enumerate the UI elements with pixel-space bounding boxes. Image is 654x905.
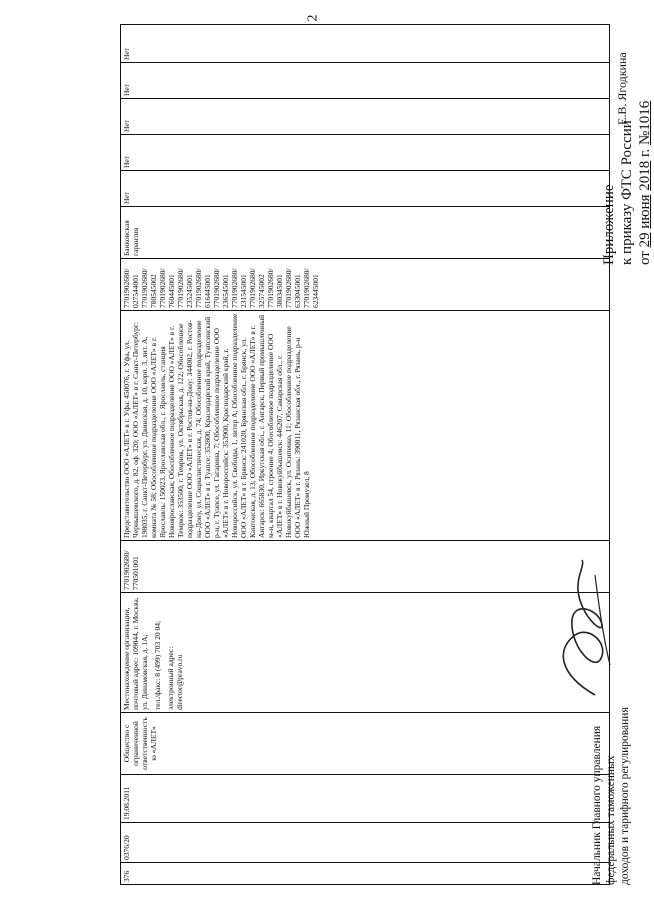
date-day: 29 bbox=[637, 232, 653, 248]
cell-kpp-list: 7701902680/ 027544001 7701902680/ 780545002 7701902680/ 760445001 7701902680/ 235245001 7701902680/ 616445001 7701902680/ 236545001 7701902680/ 231545001 7701902680/ 325745002 7701902680/ 380345001 7701902680/ 633045001 7701902680/ 623445001 bbox=[121, 259, 610, 311]
cell-inn: 7701902680/ 770501001 bbox=[121, 541, 610, 593]
page-number: 2 bbox=[305, 14, 321, 22]
date-suffix: г. bbox=[637, 148, 653, 157]
cell-guarantee: Банковская гарантия bbox=[121, 207, 610, 259]
cell-num: 376 bbox=[121, 863, 610, 885]
email-text: электронный адрес: director@pravo.ru bbox=[166, 646, 184, 710]
cell-no-4: Нет bbox=[121, 63, 610, 99]
cell-no-2: Нет bbox=[121, 135, 610, 171]
signatory-line-2: федеральных таможенных bbox=[605, 755, 617, 885]
order-number: №1016 bbox=[637, 100, 653, 145]
cell-no-5: Нет bbox=[121, 25, 610, 63]
signatory-line-3: доходов и тарифного регулирования bbox=[619, 707, 631, 885]
handwritten-signature bbox=[540, 555, 620, 705]
cell-no-1: Нет bbox=[121, 171, 610, 207]
cell-no-3: Нет bbox=[121, 99, 610, 135]
cell-date: 19.08.2011 bbox=[121, 775, 610, 823]
signatory-name: Е.В. Ягодкина bbox=[615, 52, 629, 125]
registry-table bbox=[120, 25, 610, 885]
appendix-date-line bbox=[636, 5, 654, 265]
signatory-line-1: Начальник Главного управления bbox=[591, 725, 603, 885]
cell-reg-no: 0376/20 bbox=[121, 823, 610, 863]
date-month: июня bbox=[637, 194, 653, 229]
cell-branches: Представительство ООО «АЛЕТ» в г. Уфа: 450076, г. Уфа, ул. Чернышевского, д. 82, оф. 320; ООО «АЛЕТ» в г. Санкт-Петербург: 198035, г. Санкт-Петербург, ул. Двинская, д. 10, корп. 3, лит. А, комната № 58; Обособленное подразделение ООО «АЛЕТ» в г. Ярославль: 150023, Ярославская обл., г. Ярославль, станция Новоярославская; Обособленное подразделение ООО «АЛЕТ» в г. Темрюк: 353500, г. Темрюк, ул. Октябрьская, д. 122; Обособленное подразделение ООО «АЛЕТ» в г. Ростов-на-Дону: 344002, г. Ростов-на-Дону, ул. Социалистическая, д. 74; Обособленное подразделение ООО «АЛЕТ» в г. Туапсе: 352800, Краснодарский край, Туапсинский р-н, г. Туапсе, ул. Гагарина, 7; Обособленное подразделение ООО «АЛЕТ» в г. Новороссийск: 353900, Краснодарский край, г. Новороссийск, ул. Свободы, 1, литер А; Обособленное подразделение ООО «АЛЕТ» в г. Брянск: 241020, Брянская обл., г. Брянск, ул. Кантонская, д. 13; Обособленное подразделение ООО «АЛЕТ» в г. Ангарск: 665830, Иркутская обл., г. Ангарск, Первый промышленный м-н, квартал 54, строение 4; Обособленное подразделение ООО «АЛЕТ» в г. Новокуйбышевск: 446207, Самарская обл., г. Новокуйбышевск, ул. Осипенко, 11; Обособленное подразделение ООО «АЛЕТ» в г. Рязань: 390011, Рязанская обл., г. Рязань, р-н Южный Промузел, 8 bbox=[121, 311, 610, 541]
signatory-title bbox=[590, 705, 632, 885]
cell-org-name: Общество с ограниченной ответственностью «АЛЕТ» bbox=[121, 713, 610, 775]
appendix-order-ref: к приказу ФТС России bbox=[619, 120, 635, 265]
appendix-title: Приложение bbox=[601, 184, 617, 265]
address-text: Местонахождение организации, почтовый адрес: 109044, г. Москва, ул. Динамовская, д. 1А; bbox=[122, 597, 149, 710]
phone-text: тел./факс: 8 (499) 703 20 04; bbox=[153, 620, 162, 710]
date-prefix: от bbox=[637, 251, 653, 265]
cell-address bbox=[121, 593, 610, 713]
date-year: 2018 bbox=[637, 160, 653, 191]
